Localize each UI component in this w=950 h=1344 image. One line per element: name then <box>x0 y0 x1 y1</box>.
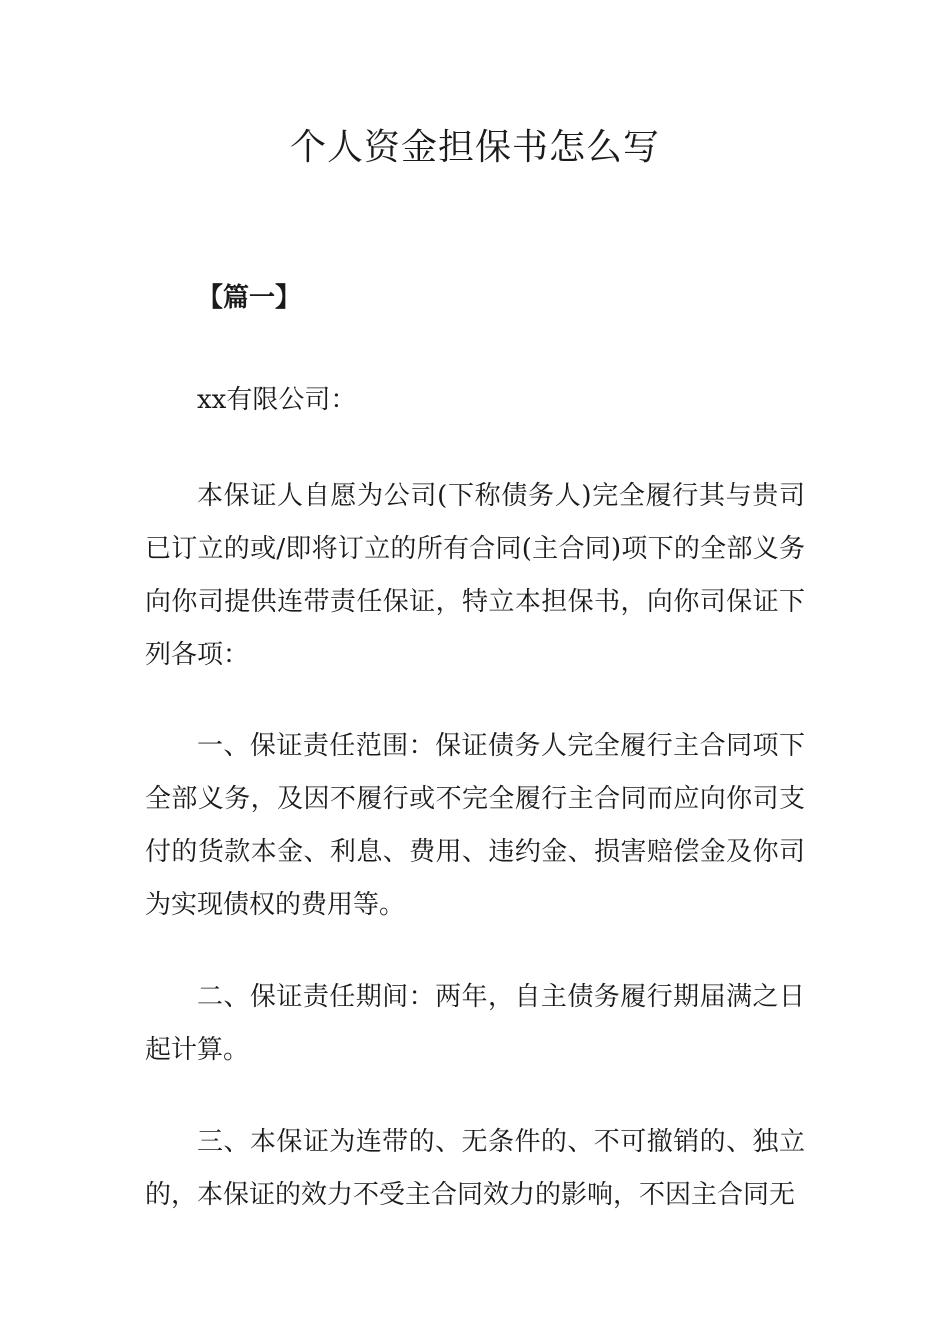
paragraph-guarantee-nature: 三、本保证为连带的、无条件的、不可撤销的、独立的，本保证的效力不受主合同效力的影响，不因主合同无 <box>145 1127 805 1210</box>
document-title: 个人资金担保书怎么写 <box>289 127 660 168</box>
paragraph-intro: 本保证人自愿为公司(下称债务人)完全履行其与贵司已订立的或/即将订立的所有合同(主合同)项下的全部义务向你司提供连带责任保证，特立本担保书，向你司保证下列各项： <box>145 481 805 670</box>
paragraph-guarantee-scope: 一、保证责任范围：保证债务人完全履行主合同项下全部义务，及因不履行或不完全履行主合同而应向你司支付的货款本金、利息、费用、违约金、损害赔偿金及你司为实现债权的费用等。 <box>145 731 805 920</box>
salutation: xx有限公司： <box>197 385 357 415</box>
paragraph-guarantee-period: 二、保证责任期间：两年，自主债务履行期届满之日起计算。 <box>145 982 805 1065</box>
section-label: 【篇一】 <box>197 283 302 313</box>
